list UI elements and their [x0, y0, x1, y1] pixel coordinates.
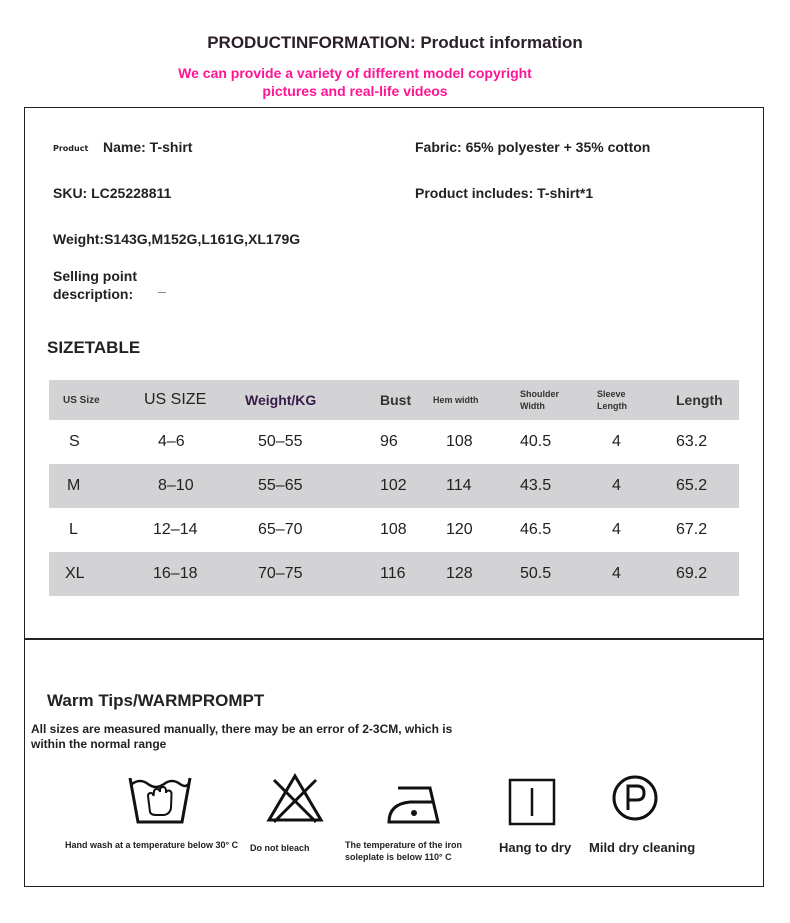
cell-sleeve-length: 4 — [612, 433, 621, 450]
care-label-hang-dry: Hang to dry — [499, 840, 572, 855]
cell-us-size-alt: 12–14 — [153, 521, 198, 538]
cell-bust: 116 — [380, 565, 406, 582]
table-row — [49, 552, 739, 596]
product-name: Name: T-shirt — [103, 139, 193, 155]
product-sku: SKU: LC25228811 — [53, 185, 172, 201]
header-hem-width: Hem width — [433, 395, 479, 405]
header-weight: Weight/KG — [245, 392, 317, 408]
cell-hem-width: 120 — [446, 521, 473, 538]
size-table-header — [49, 380, 739, 420]
size-table-title: SIZETABLE — [47, 338, 141, 357]
care-label-do-not-bleach: Do not bleach — [250, 843, 310, 853]
cell-bust: 96 — [380, 433, 398, 450]
cell-weight: 50–55 — [258, 433, 303, 450]
care-label-dry-clean: Mild dry cleaning — [589, 840, 696, 855]
cell-weight: 70–75 — [258, 565, 303, 582]
cell-hem-width: 108 — [446, 433, 473, 450]
cell-length: 63.2 — [676, 433, 708, 450]
warm-tips-title: Warm Tips/WARMPROMPT — [47, 691, 265, 710]
cell-shoulder-width: 40.5 — [520, 433, 552, 450]
product-fabric: Fabric: 65% polyester + 35% cotton — [415, 139, 651, 155]
selling-point-value: _ — [158, 278, 166, 294]
dry-clean-icon — [610, 773, 660, 823]
page-title: PRODUCTINFORMATION: Product information — [207, 33, 583, 52]
care-label-iron: The temperature of the iron soleplate is below 110° C — [345, 840, 463, 862]
selling-point-label-2: description: — [53, 286, 134, 302]
product-includes: Product includes: T-shirt*1 — [415, 185, 594, 201]
table-row — [49, 420, 739, 464]
selling-point-label-1: Selling point — [53, 268, 137, 284]
cell-sleeve-length: 4 — [612, 565, 621, 582]
cell-us-size: XL — [65, 565, 85, 582]
cell-us-size-alt: 4–6 — [158, 433, 185, 450]
cell-shoulder-width: 50.5 — [520, 565, 552, 582]
header-us-size-alt: US SIZE — [144, 391, 207, 408]
page-subtitle: We can provide a variety of different model copyright pictures and real-life videos — [178, 65, 532, 99]
cell-shoulder-width: 46.5 — [520, 521, 552, 538]
cell-weight: 55–65 — [258, 477, 303, 494]
cell-us-size: M — [67, 477, 81, 494]
table-row — [49, 508, 739, 552]
warm-tips-description: All sizes are measured manually, there may be an error of 2-3CM, which is within the normal range — [31, 722, 453, 751]
iron-low-temp-icon — [386, 782, 442, 826]
cell-length: 67.2 — [676, 521, 708, 538]
header-sleeve-length: Sleeve Length — [597, 389, 627, 411]
cell-length: 69.2 — [676, 565, 708, 582]
cell-us-size-alt: 16–18 — [153, 565, 198, 582]
table-row — [49, 464, 739, 508]
header-bust: Bust — [380, 392, 412, 408]
cell-hem-width: 128 — [446, 565, 473, 582]
cell-shoulder-width: 43.5 — [520, 477, 552, 494]
product-tag: Product — [53, 144, 89, 153]
cell-hem-width: 114 — [446, 477, 472, 494]
cell-bust: 108 — [380, 521, 407, 538]
cell-bust: 102 — [380, 477, 407, 494]
do-not-bleach-icon — [266, 772, 324, 824]
cell-us-size-alt: 8–10 — [158, 477, 194, 494]
header-us-size: US Size — [63, 394, 100, 406]
cell-length: 65.2 — [676, 477, 708, 494]
product-weight: Weight:S143G,M152G,L161G,XL179G — [53, 231, 301, 247]
hang-to-dry-icon — [508, 778, 556, 826]
header-shoulder-width: Shoulder Width — [520, 389, 560, 411]
cell-us-size: L — [69, 521, 78, 538]
size-table — [49, 380, 739, 596]
hand-wash-icon — [128, 774, 192, 826]
cell-sleeve-length: 4 — [612, 521, 621, 538]
cell-sleeve-length: 4 — [612, 477, 621, 494]
header-length: Length — [676, 392, 723, 408]
cell-us-size: S — [69, 433, 80, 450]
cell-weight: 65–70 — [258, 521, 303, 538]
care-label-hand-wash: Hand wash at a temperature below 30° C — [65, 840, 239, 850]
